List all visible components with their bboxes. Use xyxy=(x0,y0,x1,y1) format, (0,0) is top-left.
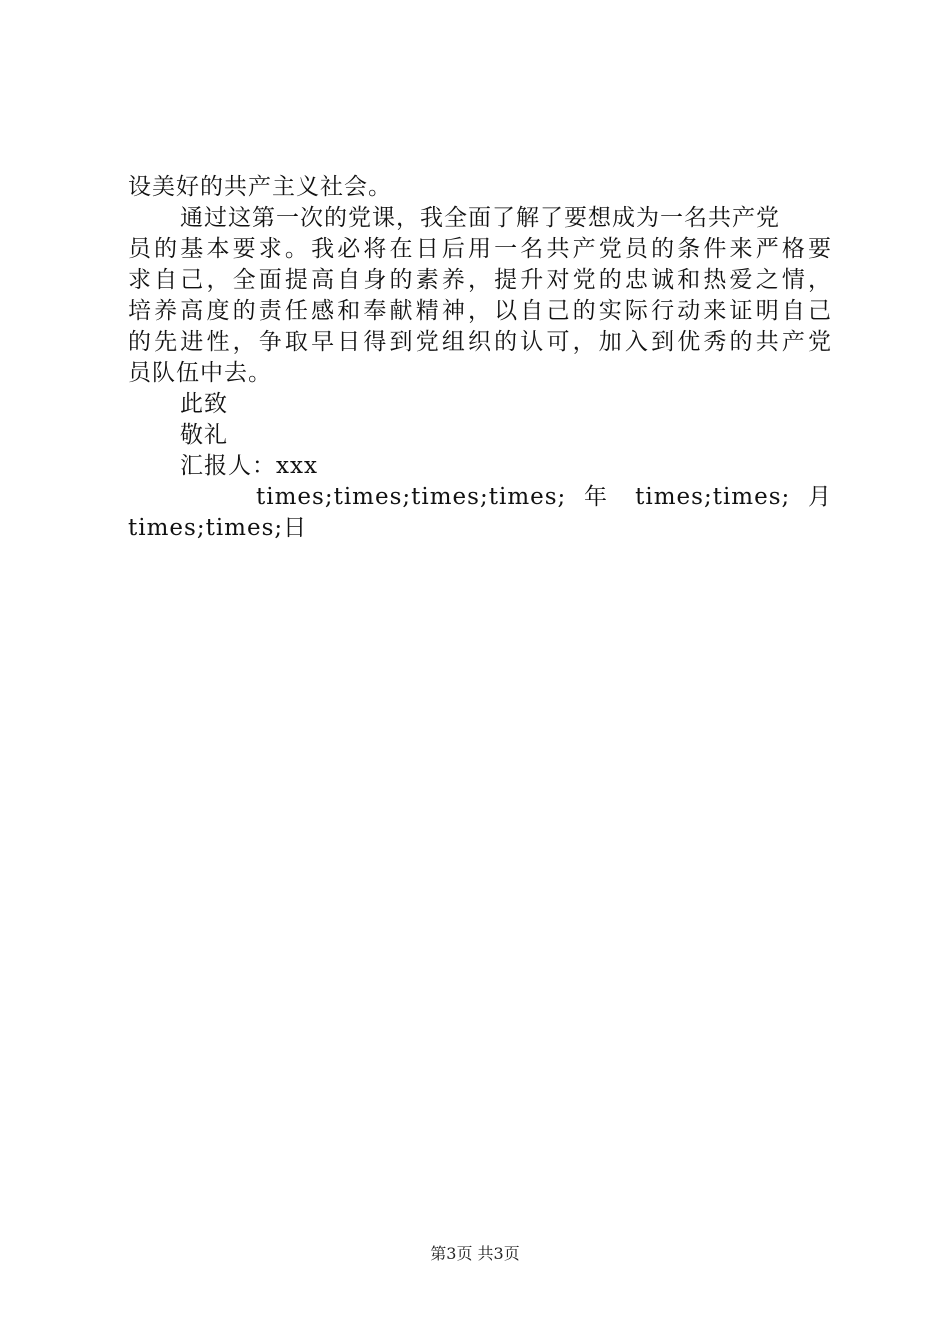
page-footer: 第3页 共3页 xyxy=(430,1244,520,1263)
text-line-3: 员的基本要求。我必将在日后用一名共产党员的条件来严格要 xyxy=(128,236,832,262)
reporter-signature: 汇报人：xxx xyxy=(180,453,318,479)
text-line-6: 的先进性，争取早日得到党组织的认可，加入到优秀的共产党 xyxy=(128,329,832,355)
closing-regards: 敬礼 xyxy=(180,422,228,448)
text-line-5: 培养高度的责任感和奉献精神，以自己的实际行动来证明自己 xyxy=(128,298,832,324)
paragraph-opening-line: 通过这第一次的党课，我全面了解了要想成为一名共产党 xyxy=(180,205,780,231)
date-line-continued: times;times;日 xyxy=(128,515,308,541)
document-body xyxy=(128,172,832,544)
text-line-1: 设美好的共产主义社会。 xyxy=(128,174,392,200)
date-line: times;times;times;times; 年 times;times; 月 xyxy=(256,484,832,510)
text-line-7: 员队伍中去。 xyxy=(128,360,272,386)
text-line-4: 求自己，全面提高自身的素养，提升对党的忠诚和热爱之情， xyxy=(128,267,832,293)
closing-salutation: 此致 xyxy=(180,391,228,417)
